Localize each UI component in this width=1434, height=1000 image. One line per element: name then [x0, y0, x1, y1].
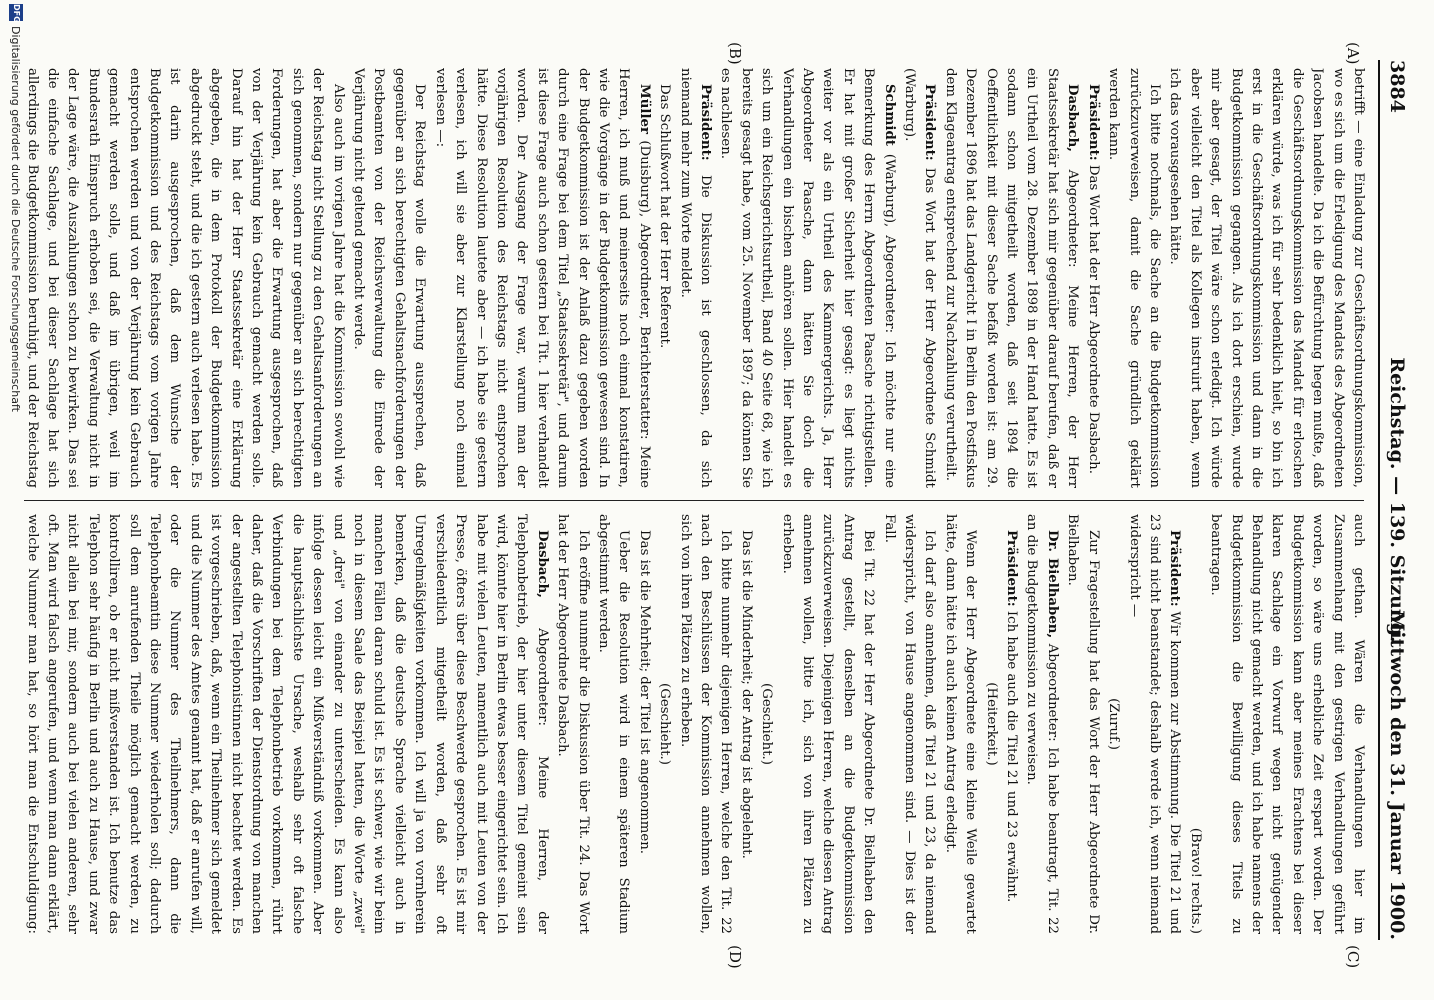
column-divider — [24, 500, 1364, 501]
paragraph — [1082, 68, 1102, 488]
paragraph-text: Ueber die Resolution wird in einem späteren Stadium abgestimmt werden. — [595, 514, 632, 934]
paragraph-text: Die Diskussion ist geschlossen, da sich niemand mehr zum Worte meldet. — [677, 68, 713, 488]
paragraph — [552, 514, 593, 934]
dfg-logo-icon: DFG — [9, 4, 23, 21]
paragraph — [654, 514, 674, 934]
right-column — [23, 514, 1368, 934]
paragraph — [715, 68, 899, 488]
paragraph-text: Abgeordneter: Meine Herren, der Herr Staatssekretär hat sich mir gegenüber darauf berufen, daß er ein Urtheil vom 28. Dezember 1898 in der Hand hatte. Es ist sodann schon mitgetheilt worden, daß seit 1894 die Oeffentlichkeit mit dieser Sache befaßt worden ist: am 29. Dezember 1896 hat das Landgericht I in Berlin den Postfiskus dem Klageantrag entsprechend zur Nachzahlung verurtheilt. — [942, 68, 1081, 488]
paragraph-text: Zur Fragestellung hat das Wort der Herr Abgeordnete Dr. Bielhaben. — [1065, 514, 1101, 934]
paragraph-text: Das ist die Mehrheit; der Titel ist angenommen. — [636, 530, 652, 855]
paragraph-text: Abgeordneter: Meine Herren, der Telephonbetrieb, der hier unter diesem Titel gemeint sein wird, könnte hier in Berlin etwas besser eingerichtet sein. Ich habe mit vielen Leuten, namentlich auch mit Leuten von der Presse, öfters über diese Beschwerde gesprochen. Es ist mir verschiedentlich mitgetheilt worden, daß sehr oft Unregelmäßigkeiten vorkommen. Ich will ja von vornherein bemerken, daß die deutsche Sprache vielleicht auch in manchen Fällen daran schuld ist. Es ist schwer, wie wir beim noch in diesem Saale das Beispiel hatten, die Worte „zwei" und „drei" von einander zu unterscheiden. Es kann also infolge dessen leicht ein Mißverständniß vorkommen. Aber die hauptsächlichste Ursache, weshalb sehr oft falsche Verbindungen bei dem Telephonbetrieb vorkommen, rührt daher, daß die Vorschriften der Dienstordnung von manchen der angestellten Telephonistinnen nicht beachtet werden. Es ist vorgeschrieben, daß, wenn ein Theilnehmer sich gemeldet und die Nummer des Amtes genannt hat, daß er anrufen will, oder die Nummer des Theilnehmers, dann die Telephonbeamtin diese Nummer wiederholen soll; dadurch soll dem anrufenden Theile möglich gemacht werden, zu kontrolliren, ob er nicht mißverstanden ist. Ich benutze das Telephon sehr häufig in Berlin und auch zu Hause, und zwar nicht allein bei mir, sondern auch bei vielen anderen, sehr oft. Man wird falsch angerufen, und wenn man dann erklärt, welche Nummer man hat, so hört man die Entschuldigung: — [24, 514, 550, 934]
paragraph-text: (Geschieht.) — [657, 683, 673, 765]
paragraph — [1001, 514, 1021, 934]
paragraph-text: Das Wort hat der Herr Abgeordnete Schmidt (Warburg). — [902, 68, 938, 488]
paragraph-text: Also auch im vorigen Jahre hat die Kommission sowohl wie der Reichstag nicht Stellung zu den Gehaltsanforderungen an sich genommen, sondern nur gegenüber an sich berechtigten Forderungen, hat aber die Erwartung ausgesprochen, daß von der Verjährung kein Gebrauch gemacht werden solle. Darauf hin hat der Herr Staatssekretär eine Erklärung abgegeben, die in dem Protokoll der Budgetkommission abgedruckt steht, und die ich gestern auch verlesen habe. Es ist darin ausgesprochen, daß dem Wunsche der Budgetkommission und des Reichstags vom vorigen Jahre entsprochen werden und von der Verjährung kein Gebrauch gemacht werden solle, und daß im übrigen, weil im Bundesrath Einspruch erhoben sei, die Verwaltung nicht in der Lage wäre, die Auszahlungen schon zu bewirken. Das sei die einfache Sachlage, und bei dieser Sachlage hat sich allerdings die Budgetkommission beruhigt, und der Reichstag — [24, 68, 346, 488]
paragraph-text: Bei Tit. 22 hat der Herr Abgeordnete Dr. Bielhaben den Antrag gestellt, denselben an die Budgetkommission zurückzuverweisen. Diejenigen Herren, welche diesen Antrag annehmen wollen, bitte ich, sich von ihren Plätzen zu erheben. — [779, 514, 877, 934]
paragraph-text: Ich darf also annehmen, daß Titel 21 und 23, da niemand widerspricht, von Hause angenommen sind. — Dies ist der Fall. — [881, 514, 938, 934]
paragraph — [429, 68, 653, 488]
session-date: Mittwoch den 31. Januar 1900. — [1386, 610, 1408, 940]
paragraph — [23, 514, 552, 934]
paragraph — [1062, 514, 1103, 934]
paragraph — [939, 514, 980, 934]
paragraph — [348, 68, 430, 488]
margin-mark-b: (B) — [726, 42, 744, 65]
paragraph-text: Ich eröffne nunmehr die Diskussion über Tit. 24. Das Wort hat der Herr Abgeordnete Dasbach. — [555, 514, 591, 934]
paragraph-text: Wenn der Herr Abgeordnete eine kleine Weile gewartet hätte, dann hätte ich auch keinen Antrag erledigt. — [942, 514, 979, 934]
paragraph — [1205, 514, 1368, 934]
paragraph-text: Wir kommen zur Abstimmung. Die Titel 21 und 23 sind nicht beanstandet; deshalb werde ich, wenn niemand widerspricht — — [1126, 514, 1183, 934]
speaker-name: Präsident: — [922, 84, 938, 161]
paragraph — [593, 514, 634, 934]
paragraph-text: Das Schlußwort hat der Herr Referent. — [657, 84, 673, 349]
margin-mark-a: (A) — [1344, 42, 1362, 65]
paragraph-text: auch gethan. Wären die Verhandlungen hier im Zusammenhang mit den gestrigen Verhandlungen geführt worden, so wäre uns erhebliche Zeit erspart worden. Der Budgetkommission kann aber meines Erachtens bei dieser klaren Sachlage ein Vorwurf wegen nicht genügender Behandlung nicht gemacht werden, und ich habe namens der Budgetkommission die Bewilligung dieses Titels zu beantragen. — [1208, 514, 1366, 934]
paragraph — [1164, 68, 1368, 488]
paragraph-text: Ich bitte nunmehr diejenigen Herren, welche den Tit. 22 nach den Beschlüssen der Kommission annehmen wollen, sich von ihren Plätzen zu erheben. — [677, 514, 734, 934]
paragraph — [674, 514, 735, 934]
paragraph-text: (Warburg), Abgeordneter: Ich möchte nur eine Bemerkung des Herrn Abgeordneten Paasche richtigstellen. Er hat mit großer Sicherheit hier gesagt: es liegt nichts weiter vor als ein Urtheil des Kammergerichts. Ja, Herr Abgeordneter Paasche, dann hätten Sie doch die Verhandlungen ein bischen anhören sollen. Hier handelt es sich um ein Reichsgerichtsurtheil, Band 40 Seite 68, wie ich bereits gesagt habe, vom 25. November 1897; da können Sie es nachlesen. — [718, 68, 897, 488]
paragraph-text: Das Wort hat der Herr Abgeordnete Dasbach. — [1085, 164, 1101, 474]
paragraph — [1021, 514, 1062, 934]
speaker-name: Müller — [636, 84, 652, 134]
paragraph-text: Das ist die Minderheit; der Antrag ist abgelehnt. — [738, 530, 754, 859]
paragraph — [23, 68, 348, 488]
speaker-name: Dasbach, — [534, 530, 550, 598]
paragraph — [1184, 514, 1204, 934]
paragraph — [735, 514, 755, 934]
paragraph-text: (Heiterkeit.) — [983, 682, 999, 766]
paragraph — [776, 514, 878, 934]
paragraph — [878, 514, 939, 934]
page-header — [1378, 60, 1414, 940]
paragraph — [654, 68, 674, 488]
paragraph-text: Der Reichstag wolle die Erwartung aussprechen, daß gegenüber an sich berechtigten Gehaltsnachforderungen der Postbeamten von der Reichsverwaltung die Einrede der Verjährung nicht geltend gemacht werde. — [351, 68, 428, 488]
paragraph-text: betrifft — eine Einladung zur Geschäftsordnungskommission, wo es sich um die Erledigung des Mandats des Abgeordneten Jacobsen handelte. Da ich die Befürchtung hegen mußte, daß die Geschäftsordnungskommission das Mandat für erloschen erklären würde, was ich für sehr bedenklich hielt, so bin ich erst in die Geschäftsordnungskommission und dann in die Budgetkommission gegangen. Als ich dort erschien, wurde mir aber gesagt, der Titel wäre schon erledigt. Ich würde aber vielleicht den Titel als Kollegen instruirt haben, wenn ich das vorausgesehen hätte. — [1167, 68, 1366, 488]
paragraph-text: (Duisburg), Abgeordneter, Berichterstatter: Meine Herren, ich muß und meinerseits noch einmal konstatiren, wie die Vorgänge in der Budgetkommission gewesen sind. In der Budgetkommission ist der Anlaß dazu gegeben worden durch eine Frage bei dem Titel „Staatssekretär", und darum ist diese Frage auch schon gestern bei Tit. 1 hier verhandelt worden. Der Ausgang der Frage war, warum man der vorjährigen Resolution des Reichstags nicht entsprochen hätte. Diese Resolution lautete aber — ich habe sie gestern verlesen, ich will sie aber zur Klarstellung noch einmal verlesen —: — [432, 68, 652, 488]
paragraph — [633, 514, 653, 934]
speaker-name: Präsident: — [698, 84, 713, 161]
speaker-name: Dr. Bielhaben, — [1044, 530, 1060, 639]
left-column — [23, 68, 1368, 488]
page-number: 3884 — [1386, 60, 1408, 113]
speaker-name: Präsident: — [1004, 530, 1020, 607]
paragraph-text: Ich bitte nochmals, die Sache an die Budgetkommission zurückzuverweisen, damit die Sache gründlich geklärt werden kann. — [1106, 68, 1162, 488]
paragraph — [939, 68, 1082, 488]
paragraph — [980, 514, 1000, 934]
paragraph — [1103, 514, 1123, 934]
paragraph-text: (Bravo! rechts.) — [1187, 827, 1203, 934]
paragraph — [674, 68, 715, 488]
footer-credit: Digitalisierung gefördert durch die Deutsche Forschungsgemeinschaft — [9, 26, 22, 412]
running-title: Reichstag. — 139. Sitzung. — [1386, 357, 1408, 643]
paragraph-text: Abgeordneter: Ich habe beantragt, Tit. 22 an die Budgetkommission zu verweisen. — [1024, 514, 1060, 934]
margin-mark-d: (D) — [726, 945, 744, 969]
margin-mark-c: (C) — [1344, 945, 1362, 969]
paragraph — [756, 514, 776, 934]
paragraph — [1103, 68, 1164, 488]
speaker-name: Schmidt — [881, 84, 897, 146]
speaker-name: Dasbach, — [1065, 84, 1081, 152]
paragraph — [899, 68, 940, 488]
digitization-footer — [5, 0, 27, 1000]
paragraph-text: (Zuruf.) — [1106, 698, 1122, 750]
speaker-name: Präsident: — [1085, 84, 1101, 161]
paragraph — [1123, 514, 1184, 934]
paragraph-text: (Geschieht.) — [759, 683, 775, 765]
paragraph-text: Ich habe auch die Titel 21 und 23 erwähnt. — [1004, 610, 1020, 903]
speaker-name: Präsident: — [1167, 530, 1183, 607]
